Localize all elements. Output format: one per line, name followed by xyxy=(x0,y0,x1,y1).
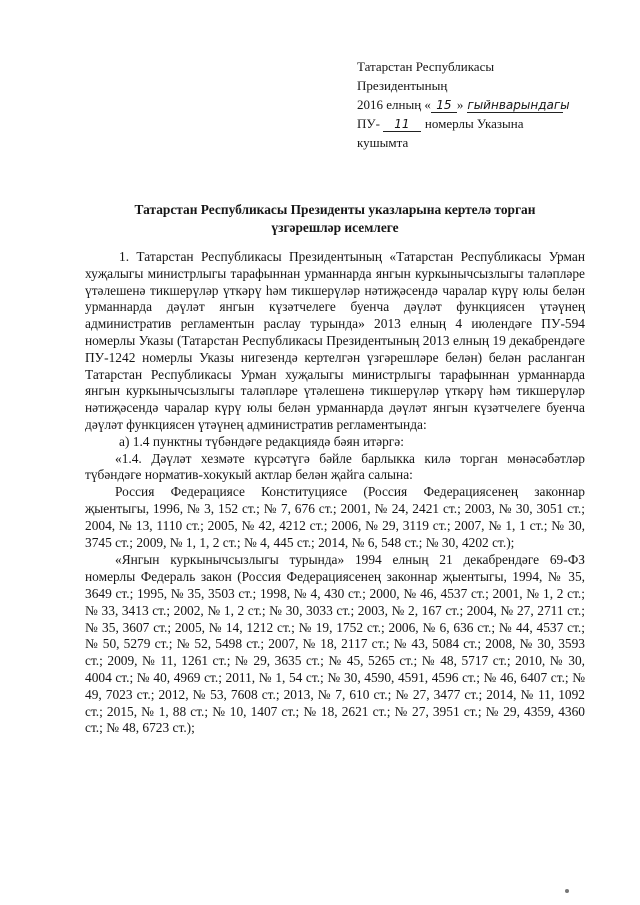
decree-suffix: номерлы Указына xyxy=(424,116,524,131)
document-body xyxy=(85,249,585,737)
header-line-decree-number xyxy=(357,114,617,133)
paragraph-constitution: Россия Федерациясе Конституциясе (Россия Федерациясенең законнар җыентыгы, 1996, № 3, 152 ст.; № 7, 676 ст.; 2001, № 24, 2421 ст.; 2003, № 30, 3051 ст.; 2004, № 13, 1110 ст.; 2005, № 42, 4212 ст.; 2006, № 29, 3119 ст.; 2007, № 1, 1 ст.; № 30, 3745 ст.; 2009, № 1, 1, 2 ст.; № 4, 445 ст.; 2014, № 6, 548 ст.; № 30, 4202 ст.); xyxy=(85,484,585,550)
title-line-1: Татарстан Республикасы Президенты указларына кертелә торган xyxy=(134,202,536,217)
header-line-date xyxy=(357,95,617,114)
header-line-republic: Татарстан Республикасы xyxy=(357,59,495,74)
header-line-president: Президентының xyxy=(357,78,448,93)
paragraph-1: 1. Татарстан Республикасы Президентының «Татарстан Республикасы Урман хуҗалыгы министрлыгы тарафыннан урманнарда янгын куркынычсызлыгы таләпләре үтәлешенә тикшерүләр үткәрү һәм тикшерүләр нәтиҗәсендә чаралар күрү юлы белән урманнарда дәүләт янгын күзәтчелеге буенча дәүләт функциясен үтәүнең административ регламентын раслау турында» 2013 елның 4 июлендәге ПУ-594 номерлы Указы (Татарстан Республикасы Президентының 2013 елның 19 декабрендәге ПУ-1242 номерлы Указы нигезендә кертелгән үзгәрешләре белән) белән расланган Татарстан Республикасы Урман хуҗалыгы министрлыгы тарафыннан урманнарда янгын куркынычсызлыгы таләпләре үтәлешенә тикшерүләр үткәрү һәм тикшерүләр нәтиҗәсендә чаралар күрү юлы белән урманнарда дәүләт янгын күзәтчелеге буенча дәүләт функциясен үтәүнең административ регламентында: xyxy=(85,249,585,432)
date-month: гыйнварындагы xyxy=(467,98,570,112)
decree-number: 11 xyxy=(383,117,421,132)
paragraph-fire-safety-law: «Янгын куркынычсызлыгы турында» 1994 елның 21 декабрендәге 69-ФЗ номерлы Федераль закон (Россия Федерациясенең законнар җыентыгы, 1994, № 35, 3649 ст.; 1995, № 35, 3503 ст.; 1998, № 4, 430 ст.; 2000, № 46, 4537 ст.; 2001, № 1, 2 ст.; № 33, 3413 ст.; 2002, № 1, 2 ст.; № 30, 3033 ст.; 2003, № 2, 167 ст.; 2004, № 27, 2711 ст.; № 35, 3607 ст.; 2005, № 14, 1212 ст.; № 19, 1752 ст.; 2006, № 6, 636 ст.; № 44, 4537 ст.; № 50, 5279 ст.; № 52, 5498 ст.; 2007, № 18, 2117 ст.; № 43, 5084 ст.; 2008, № 30, 3593 ст.; 2009, № 11, 1261 ст.; № 29, 3635 ст.; № 45, 5265 ст.; № 48, 5717 ст.; 2010, № 30, 4004 ст.; № 40, 4969 ст.; 2011, № 1, 54 ст.; № 30, 4590, 4591, 4596 ст.; № 46, 6407 ст.; № 49, 7023 ст.; 2012, № 53, 7608 ст.; 2013, № 7, 610 ст.; № 27, 3477 ст.; 2014, № 11, 1092 ст.; 2015, № 1, 88 ст.; № 10, 1407 ст.; № 18, 2621 ст.; № 27, 3951 ст.; № 29, 4359, 4360 ст.; № 48, 6723 ст.); xyxy=(85,552,585,736)
decree-prefix: ПУ- xyxy=(357,116,380,131)
date-prefix: 2016 елның « xyxy=(357,97,431,112)
date-quote-close: » xyxy=(456,97,464,112)
title-line-2: үзгәрешләр исемлеге xyxy=(271,220,399,235)
paragraph-item-a: а) 1.4 пунктны түбәндәге редакциядә бәян итәргә: xyxy=(119,433,404,449)
appendix-header xyxy=(357,57,617,152)
date-day: 15 xyxy=(431,98,457,113)
scan-dot xyxy=(565,889,569,893)
document-title xyxy=(85,201,585,237)
paragraph-clause-1-4: «1.4. Дәүләт хезмәте күрсәтүгә бәйле барлыкка килә торган мөнәсәбәтләр түбәндәге норматив-хокукый актлар белән җайга салына: xyxy=(85,450,585,483)
header-line-appendix: кушымта xyxy=(357,135,409,150)
